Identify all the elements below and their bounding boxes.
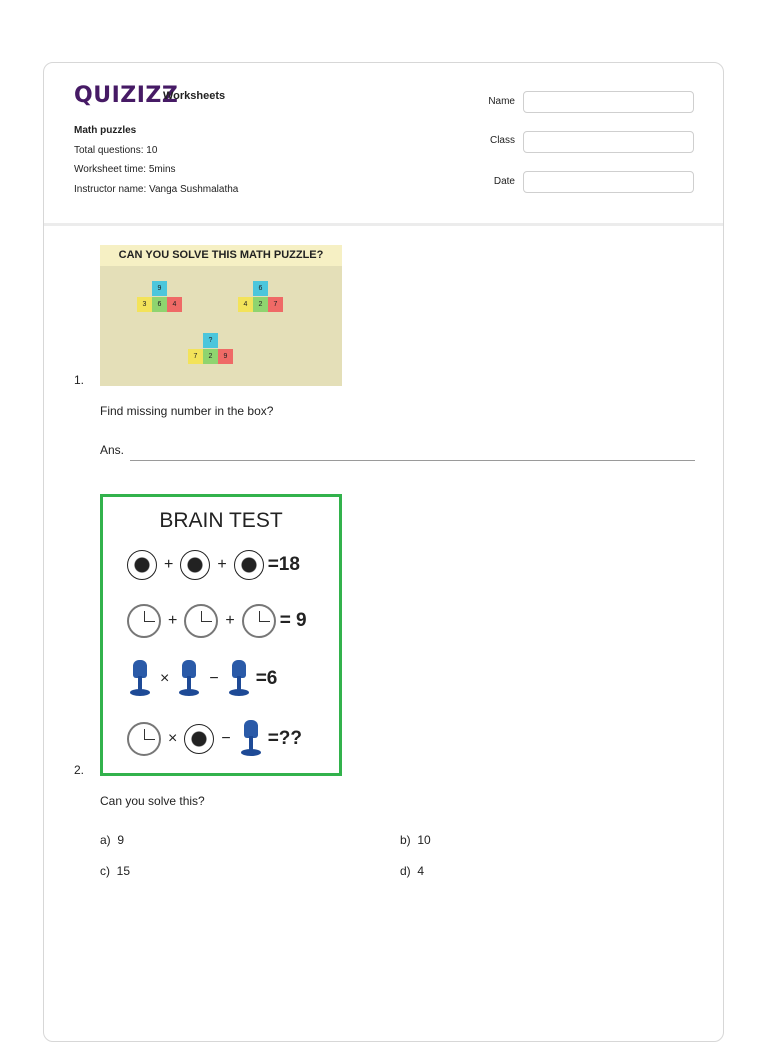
option-a-label: a) <box>100 833 111 847</box>
question-1-text: Find missing number in the box? <box>100 404 274 418</box>
grid3-right: 9 <box>218 349 233 364</box>
grid1-left: 3 <box>137 297 152 312</box>
fan-icon <box>127 660 153 698</box>
question-2-text: Can you solve this? <box>100 794 205 808</box>
equation-result: =?? <box>267 728 302 749</box>
equation-result: =6 <box>255 668 278 689</box>
grid2-top: 6 <box>253 281 268 296</box>
grid1-right: 4 <box>167 297 182 312</box>
equation-row-3 <box>127 659 277 699</box>
soccer-ball-icon <box>127 550 157 580</box>
date-field[interactable] <box>523 171 694 193</box>
question-1-number: 1. <box>74 373 85 387</box>
operator: + <box>168 612 178 629</box>
fan-icon <box>226 660 252 698</box>
option-b-label: b) <box>400 833 411 847</box>
grid2-right: 7 <box>268 297 283 312</box>
operator: + <box>164 556 174 573</box>
equation-result: = 9 <box>279 610 307 631</box>
class-label: Class <box>489 135 515 146</box>
operator: + <box>225 612 235 629</box>
option-c-value: 15 <box>116 864 131 878</box>
name-label: Name <box>488 96 515 107</box>
grid3-top: ? <box>203 333 218 348</box>
logo-subtitle: Worksheets <box>163 90 226 102</box>
option-a-value: 9 <box>117 833 125 847</box>
fan-icon <box>176 660 202 698</box>
clock-icon <box>127 722 161 756</box>
option-d-label: d) <box>400 864 411 878</box>
option-b[interactable] <box>400 833 431 847</box>
option-b-value: 10 <box>417 833 431 847</box>
worksheet-time: Worksheet time: 5mins <box>74 164 176 175</box>
total-questions: Total questions: 10 <box>74 145 158 156</box>
name-field[interactable] <box>523 91 694 113</box>
answer-line[interactable] <box>130 460 695 461</box>
operator: × <box>160 670 170 687</box>
brain-test-image <box>100 494 342 776</box>
option-c[interactable] <box>100 864 130 878</box>
operator: − <box>209 670 219 687</box>
date-label: Date <box>493 176 515 187</box>
worksheet-page <box>43 62 724 1042</box>
equation-result: =18 <box>267 554 300 575</box>
puzzle-banner: CAN YOU SOLVE THIS MATH PUZZLE? <box>100 245 342 266</box>
clock-icon <box>127 604 161 638</box>
option-a[interactable] <box>100 833 124 847</box>
operator: × <box>168 730 178 747</box>
answer-label: Ans. <box>100 443 125 457</box>
equation-row-1 <box>127 545 300 585</box>
clock-icon <box>242 604 276 638</box>
brain-test-title: BRAIN TEST <box>159 509 283 532</box>
worksheet-title: Math puzzles <box>74 125 137 136</box>
math-puzzle-image <box>100 245 342 386</box>
grid1-mid: 6 <box>152 297 167 312</box>
grid2-mid: 2 <box>253 297 268 312</box>
grid1-top: 9 <box>152 281 167 296</box>
equation-row-4 <box>127 719 302 759</box>
instructor-name: Instructor name: Vanga Sushmalatha <box>74 184 239 195</box>
class-field[interactable] <box>523 131 694 153</box>
worksheet-header <box>44 63 723 226</box>
operator: + <box>217 556 227 573</box>
fan-icon <box>238 720 264 758</box>
grid2-left: 4 <box>238 297 253 312</box>
option-d-value: 4 <box>417 864 425 878</box>
quizizz-logo: QUIZIZZ <box>74 83 179 108</box>
option-d[interactable] <box>400 864 424 878</box>
operator: − <box>221 730 231 747</box>
grid3-mid: 2 <box>203 349 218 364</box>
clock-icon <box>184 604 218 638</box>
soccer-ball-icon <box>234 550 264 580</box>
option-c-label: c) <box>100 864 110 878</box>
grid3-left: 7 <box>188 349 203 364</box>
soccer-ball-icon <box>180 550 210 580</box>
question-2-number: 2. <box>74 763 85 777</box>
equation-row-2 <box>127 601 307 641</box>
soccer-ball-icon <box>184 724 214 754</box>
